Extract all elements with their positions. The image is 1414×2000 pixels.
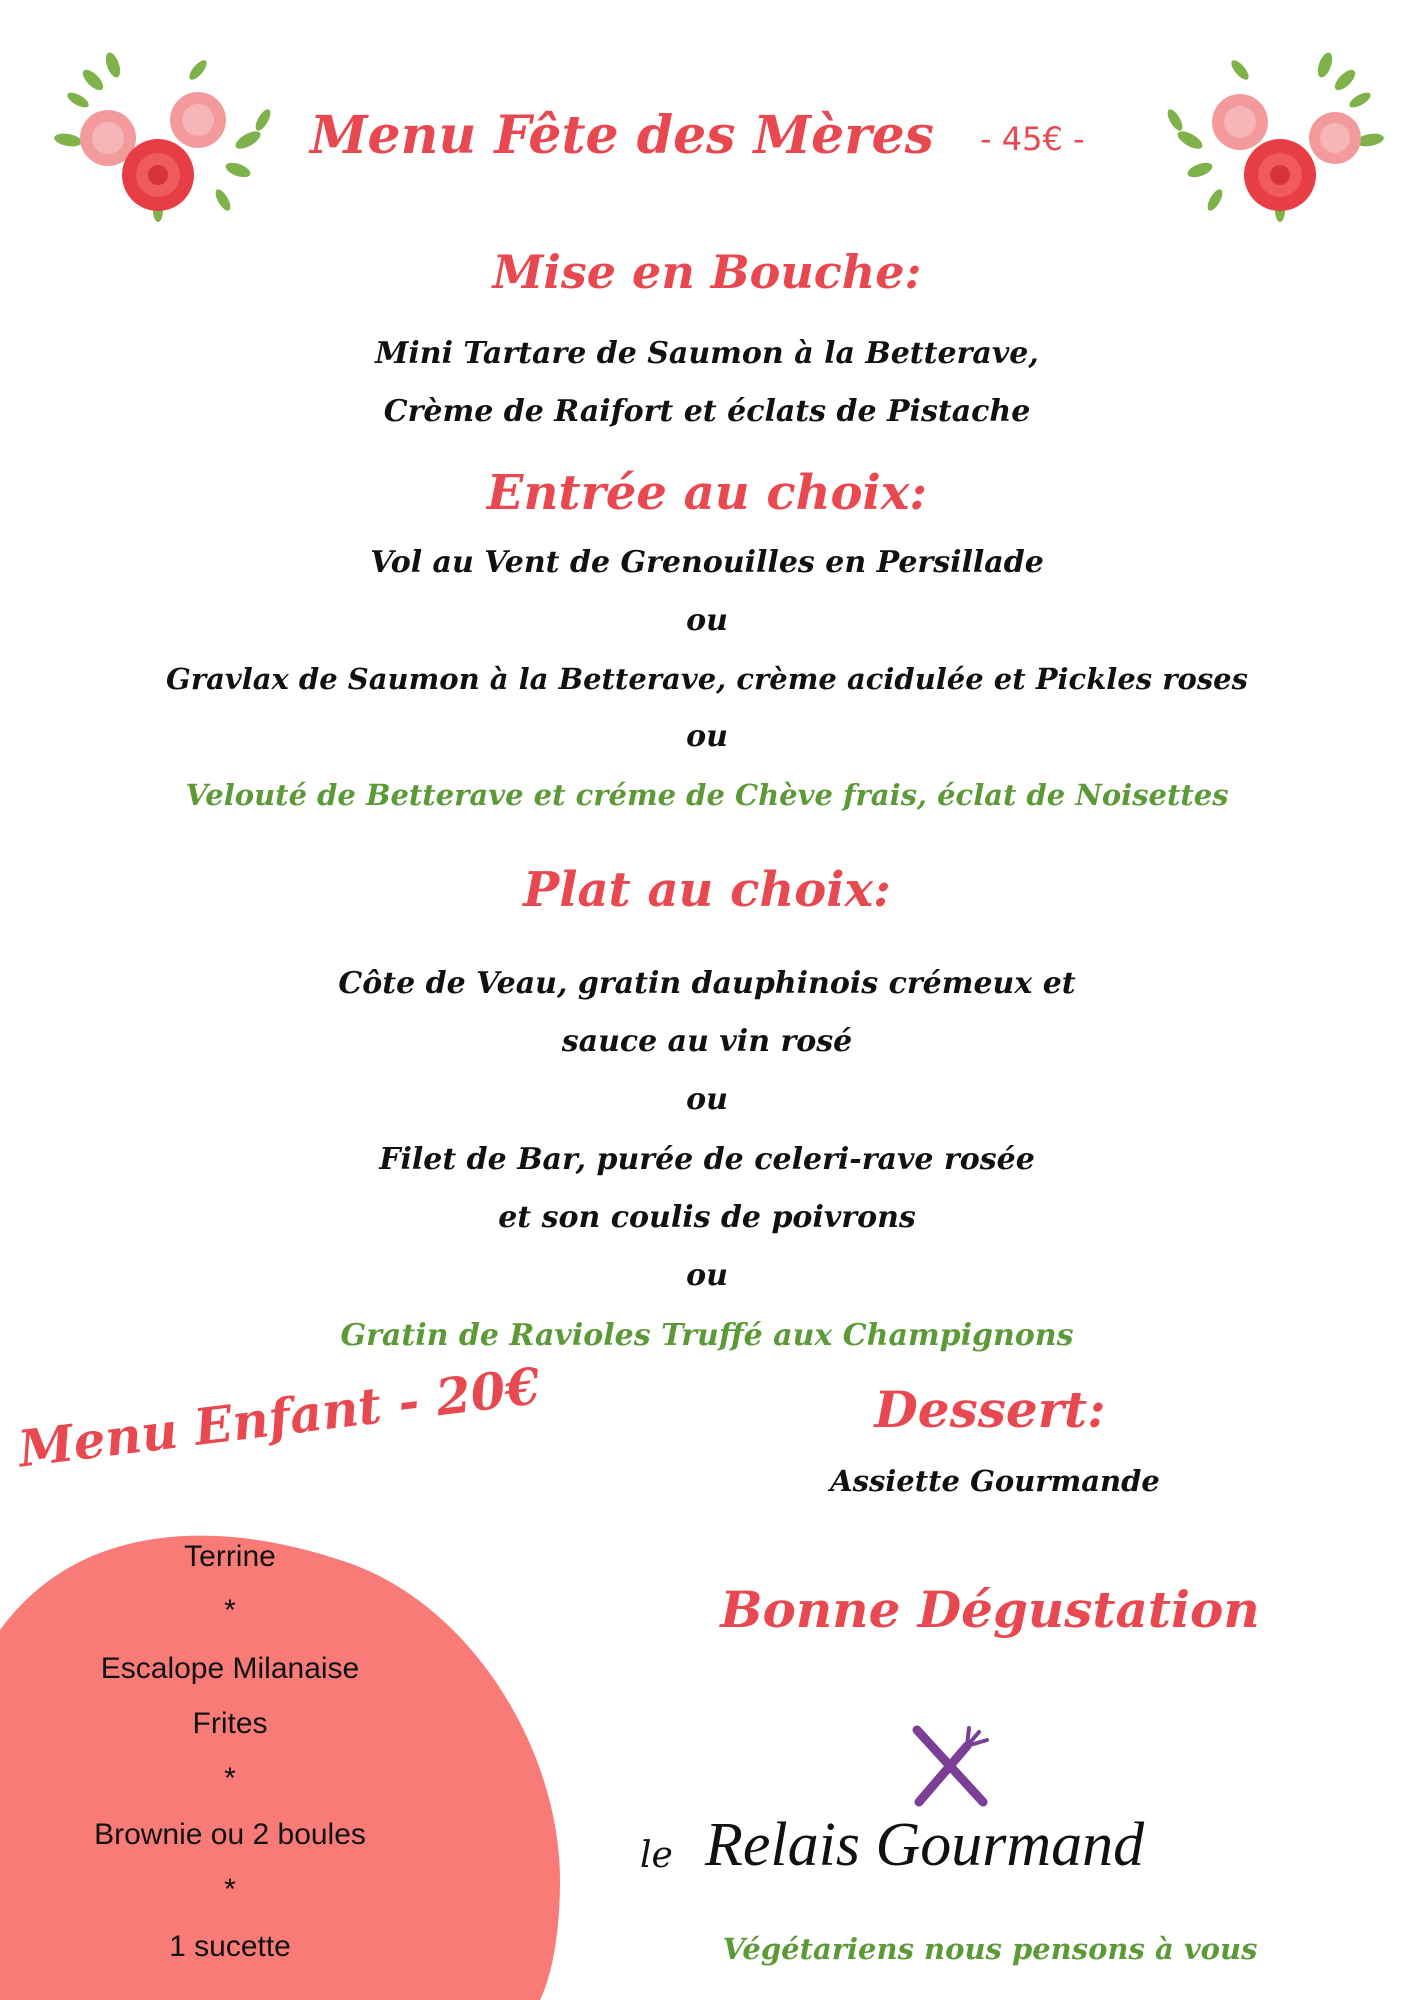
plat-or-1: ou (686, 1082, 728, 1117)
entree-or-1: ou (686, 603, 728, 638)
plat-or-2: ou (686, 1258, 728, 1293)
kids-menu-separator: * (224, 1594, 236, 1627)
entree-option-2: Gravlax de Saumon à la Betterave, crème acidulée et Pickles roses (166, 662, 1248, 696)
plat-option-veg: Gratin de Ravioles Truffé aux Champignons (340, 1318, 1074, 1353)
entree-heading: Entrée au choix: (486, 465, 928, 521)
flower-bouquet-right-icon (1150, 50, 1390, 230)
crossed-fork-knife-icon (905, 1720, 995, 1810)
kids-menu-item: 1 sucette (169, 1930, 291, 1963)
entree-option-1: Vol au Vent de Grenouilles en Persillade (370, 545, 1044, 580)
kids-menu-item: Terrine (184, 1540, 276, 1573)
kids-menu-item: Escalope Milanaise (100, 1652, 360, 1685)
plat-option-1-line-2: sauce au vin rosé (561, 1024, 853, 1059)
menu-title: Menu Fête des Mères (310, 105, 934, 166)
plat-option-2-line-2: et son coulis de poivrons (498, 1200, 916, 1235)
plat-heading: Plat au choix: (523, 862, 891, 918)
dessert-heading: Dessert: (874, 1380, 1106, 1439)
entree-or-2: ou (686, 719, 728, 754)
kids-menu-separator: * (224, 1873, 236, 1906)
kids-menu-title: Menu Enfant - 20€ (15, 1356, 544, 1479)
menu-price: - 45€ - (980, 120, 1085, 158)
kids-menu-item: Frites (192, 1707, 268, 1740)
flower-bouquet-left-icon (48, 50, 288, 230)
closing-text: Bonne Dégustation (720, 1580, 1260, 1639)
logo-name: Relais Gourmand (705, 1811, 1145, 1879)
vegetarian-footer: Végétariens nous pensons à vous (722, 1932, 1258, 1966)
plat-option-2-line-1: Filet de Bar, purée de celeri-rave rosée (379, 1142, 1035, 1177)
mise-en-bouche-line-2: Crème de Raifort et éclats de Pistache (383, 394, 1031, 429)
kids-menu-item: Brownie ou 2 boules (94, 1818, 366, 1851)
plat-option-1-line-1: Côte de Veau, gratin dauphinois crémeux et (338, 966, 1076, 1001)
mise-en-bouche-heading: Mise en Bouche: (492, 245, 922, 299)
kids-menu-separator: * (224, 1762, 236, 1795)
mise-en-bouche-line-1: Mini Tartare de Saumon à la Betterave, (375, 336, 1039, 371)
dessert-item: Assiette Gourmande (830, 1464, 1160, 1498)
logo-prefix: le (640, 1835, 673, 1876)
entree-option-veg: Velouté de Betterave et créme de Chève frais, éclat de Noisettes (185, 778, 1229, 812)
